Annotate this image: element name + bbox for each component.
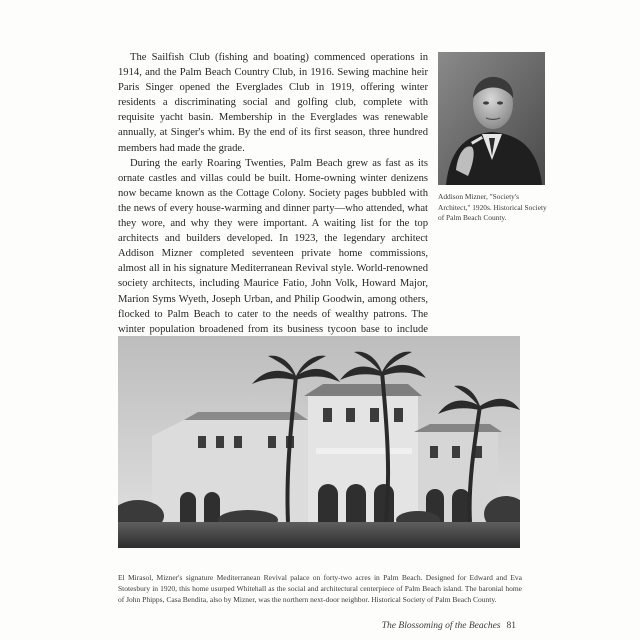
photo-caption: El Mirasol, Mizner's signature Mediterranean Revival palace on forty-two acres in Palm Beach. Designed for Edward and Eva Stotesbury in 1920, this home usurped Whitehall as the social and architectural centerpiece of Palm Beach island. The baronial home of John Phipps, Casa Bendita, also by Mizner, was the northern next-door neighbor. Historical Society of Palm Beach County. [118,573,522,604]
portrait-caption: Addison Mizner, "Society's Architect," 1920s. Historical Society of Palm Beach County. [438,192,547,223]
running-footer [382,621,516,631]
portrait-photo [438,52,545,185]
page-number: 81 [506,621,516,631]
body-paragraph-2: During the early Roaring Twenties, Palm Beach grew as fast as its ornate castles and villas could be built. Home-owning winter denizens now became known as the Cottage Colony. Society pages bubbled with the news of every house-warming and dinner party—who attended, what they wore, and why they were important. A waiting list for the top architects and builders developed. In 1923, the legendary architect Addison Mizner completed seventeen private home commissions, almost all in his signature Mediterranean Revival style. World-renowned society architects, including Maurice Fatio, John Volk, Howard Major, Marion Syms Wyeth, Joseph Urban, and Philip Goodwin, among others, flocked to Palm Beach to cater to the needs of wealthy patrons. The winter population broadened from its business tycoon base to include [118,157,428,335]
body-paragraph-1: The Sailfish Club (fishing and boating) commenced operations in 1914, and the Palm Beach Country Club, in 1916. Sewing machine heir Paris Singer opened the Everglades Club in 1919, offering winter residents a discriminating social and golfing club, complete with requisite yacht basin. Membership in the Everglades was renewable annually, at Singer's whim. By the end of its first season, three hundred members had made the grade. [118,52,428,154]
el-mirasol-photo [118,336,520,548]
running-title: The Blossoming of the Beaches [381,621,501,631]
